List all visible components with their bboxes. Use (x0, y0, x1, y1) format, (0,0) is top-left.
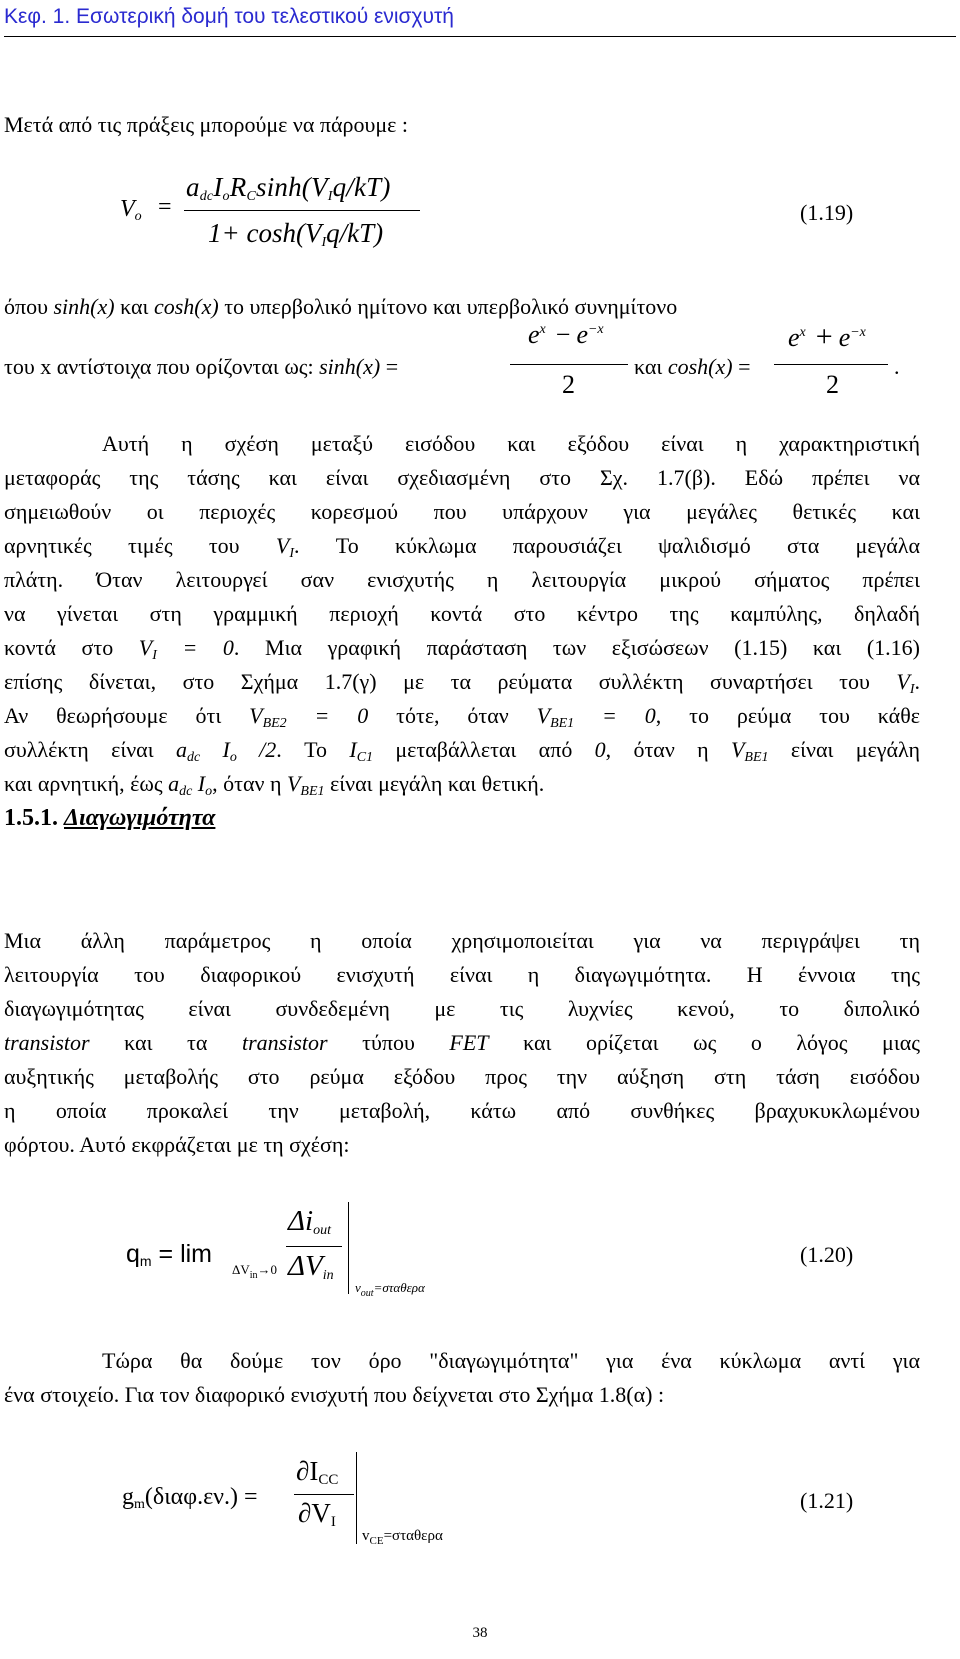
eq21-denominator: $\partial V_I$ (298, 1498, 336, 1530)
section-title: Διαγωγιμότητα (64, 805, 216, 831)
paragraph-transfer-characteristic: Αυτή η σχέση μεταξύ εισόδου και εξόδου είναι η χαρακτηριστική μεταφοράς της τάσης και είναι σχεδιασμένη στο Σχ. 1.7(β). Εδώ πρέπει να σημειωθούν οι περιοχές κορεσμού που υπάρχουν για μεγάλες θετικές και αρνητικές τιμές του $V_I$. Το κύκλωμα παρουσιάζει ψαλιδισμό στα μεγάλα πλάτη. Όταν λειτουργεί σαν ενισχυτής η λειτουργία μικρού σήματος πρέπει να γίνεται στη γραμμική περιοχή κοντά στο κέντρο της καμπύλης, δηλαδή κοντά στο $V_I = 0$. Μια γραφική παράσταση των εξισώσεων (1.15) και (1.16) επίσης δίνεται, στο Σχήμα 1.7(γ) με τα ρεύματα συλλέκτη συναρτήσει του $V_I$. Αν θεωρήσουμε ότι $V_{BE2} = 0$ τότε, όταν $V_{BE1} = 0$, το ρεύμα του κάθε συλλέκτη είναι $a_{dc}$ $I_o$ /2. Το $I_{C1}$ μεταβάλλεται από 0, όταν η $V_{BE1}$ είναι μεγάλη και αρνητική, έως $a_{dc}$ $I_o$, όταν η $V_{BE1}$ είναι μεγάλη και θετική. (4, 431, 920, 799)
eq19-equals: = (158, 194, 172, 220)
eq20-evaluation-bar (348, 1202, 349, 1294)
defs-line-1: όπου sinh(x) και cosh(x) το υπερβολικό ημίτονο και υπερβολικό συνημίτονο (4, 294, 678, 319)
cosh-frac-bar (774, 364, 888, 365)
eq19-lhs: $V_o$ (120, 196, 142, 224)
defs-dot: . (894, 354, 900, 379)
eq19-fraction-bar (184, 210, 420, 211)
eq20-numerator: $\Delta i_{out}$ (288, 1205, 331, 1238)
page-number: 38 (472, 1625, 488, 1641)
eq20-number: (1.20) (800, 1242, 854, 1267)
sinh-frac-bar (510, 364, 628, 365)
sinh-frac-numerator: $e^x - e^{-x}$ (528, 320, 604, 349)
eq21-evaluation-bar (356, 1452, 357, 1544)
intro-text: Μετά από τις πράξεις μπορούμε να πάρουμε : (4, 112, 408, 137)
eq21-numerator: $\partial I_{CC}$ (296, 1456, 339, 1488)
document-page: Κεφ. 1. Εσωτερική δομή του τελεστικού ενισχυτή Μετά από τις πράξεις μπορούμε να πάρουμε : $V_o$ = $a_{dc}I_oR_C\sinh(V_Iq/kT)$ $1+ \cosh(V_Iq/kT)$ (1.19) όπου sinh(x) και cosh(x) το υπερβολικό ημίτονο και υπερβολικό συνημίτονο του x αντίστοιχα που ορίζονται ως: sinh(x) = $e^x - e^{-x}$ 2 και cosh(x) = $e^x + e^{-x}$ 2 . Αυτή η σχέση μεταξύ εισόδου και εξόδου είναι η χαρακτηριστική μεταφοράς της τάσης και είναι σχεδιασμένη στο Σχ. 1.7(β). Εδώ πρέπει να σημειωθούν οι περιοχές κορεσμού που υπάρχουν για μεγάλες θετικές και αρνητικές τιμές του $V_I$. Το κύκλωμα παρουσιάζει ψαλιδισμό στα μεγάλα πλάτη. Όταν λειτουργεί σαν ενισχυτής η λειτουργία μικρού σήματος πρέπει να γίνεται στη γραμμική περιοχή κοντά στο κέντρο της καμπύλης, δηλαδή κοντά στο $V_I = 0$. Μια γραφική παράσταση των εξισώσεων (1.15) και (1.16) επίσης δίνεται, στο Σχήμα 1.7(γ) με τα ρεύματα συλλέκτη συναρτήσει του $V_I$. Αν θεωρήσουμε ότι $V_{BE2} = 0$ τότε, όταν $V_{BE1} = 0$, το ρεύμα του κάθε συλλέκτη είναι $a_{dc}$ $I_o$ /2. Το $I_{C1}$ μεταβάλλεται από 0, όταν η $V_{BE1}$ είναι μεγάλη και αρνητική, έως $a_{dc}$ $I_o$, όταν η $V_{BE1}$ είναι μεγάλη και θετική. 1.5.1. Διαγωγιμότητα Μια άλλη παράμετρος η οποία χρησιμοποιείται για να περιγράψει τη λειτουργία του διαφορικού ενισχυτή είναι η διαγωγιμότητα. Η έννοια της διαγωγιμότητας είναι συνδεδεμένη με τις λυχνίες κενού, το διπολικό transistor και τα transistor τύπου FET και ορίζεται ως ο λόγος μιας αυξητικής μεταβολής στο ρεύμα εξόδου προς την αύξηση στη τάση εισόδου η οποία προκαλεί την μεταβολή, κάτω από συνθήκες βραχυκυκλωμένου φόρτου. Αυτό εκφράζεται με τη σχέση: $q_m = \lim$ $\Delta V_{in}\to 0$ $\Delta i_{out}$ $\Delta V_{in}$ $v_{out}=\sigma\tau\alpha\theta\varepsilon\rho\alpha$ (1.20) Τώρα θα δούμε τον όρο "διαγωγιμότητα" για ένα κύκλωμα αντί για ένα στοιχείο. Για τον διαφορικό ενισχυτή που δείχνεται στο Σχήμα 1.8(α) : $g_m(\delta\iota\alpha\varphi.\varepsilon\nu.)$ = $\partial I_{CC}$ $\partial V_I$ $v_{CE}=\sigma\tau\alpha\theta\varepsilon\rho\alpha$ (1.21) 38 (0, 0, 960, 1659)
eq19-numerator: $a_{dc}I_oR_C\sinh(V_Iq/kT)$ (186, 172, 391, 204)
eq21-lhs: $g_m(\delta\iota\alpha\varphi.\varepsilon\nu.)$ = (122, 1484, 258, 1512)
eq20-denominator: $\Delta V_{in}$ (288, 1250, 334, 1283)
cosh-frac-numerator: $e^x + e^{-x}$ (788, 320, 866, 353)
eq21-condition: $v_{CE}=\sigma\tau\alpha\theta\varepsilon\rho\alpha$ (362, 1528, 443, 1547)
eq19-number: (1.19) (800, 200, 854, 225)
cosh-frac-denominator: 2 (826, 370, 839, 399)
header-title: Κεφ. 1. Εσωτερική δομή του τελεστικού ενισχυτή (4, 5, 454, 28)
sinh-frac-denominator: 2 (562, 370, 575, 399)
eq20-condition: $v_{out}=\sigma\tau\alpha\theta\varepsilon\rho\alpha$ (355, 1280, 425, 1299)
eq20-lhs: $q_m = \lim$ (126, 1240, 213, 1269)
eq21-number: (1.21) (800, 1488, 854, 1513)
eq19-denominator: $1+ \cosh(V_Iq/kT)$ (208, 218, 384, 250)
section-heading (4, 800, 215, 836)
running-header (4, 2, 956, 37)
paragraph-circuit-transconductance: Τώρα θα δούμε τον όρο "διαγωγιμότητα" για ένα κύκλωμα αντί για ένα στοιχείο. Για τον διαφορικό ενισχυτή που δείχνεται στο Σχήμα 1.8(α) : (4, 1348, 920, 1407)
eq20-fraction-bar (286, 1246, 342, 1247)
eq21-fraction-bar (294, 1494, 354, 1495)
section-number: 1.5.1. (4, 805, 58, 831)
paragraph-transconductance: Μια άλλη παράμετρος η οποία χρησιμοποιείται για να περιγράψει τη λειτουργία του διαφορικού ενισχυτή είναι η διαγωγιμότητα. Η έννοια της διαγωγιμότητας είναι συνδεδεμένη με τις λυχνίες κενού, το διπολικό transistor και τα transistor τύπου FET και ορίζεται ως ο λόγος μιας αυξητικής μεταβολής στο ρεύμα εξόδου προς την αύξηση στη τάση εισόδου η οποία προκαλεί την μεταβολή, κάτω από συνθήκες βραχυκυκλωμένου φόρτου. Αυτό εκφράζεται με τη σχέση: (4, 928, 920, 1157)
eq20-limit-subscript: $\Delta V_{in}\to 0$ (232, 1262, 278, 1281)
